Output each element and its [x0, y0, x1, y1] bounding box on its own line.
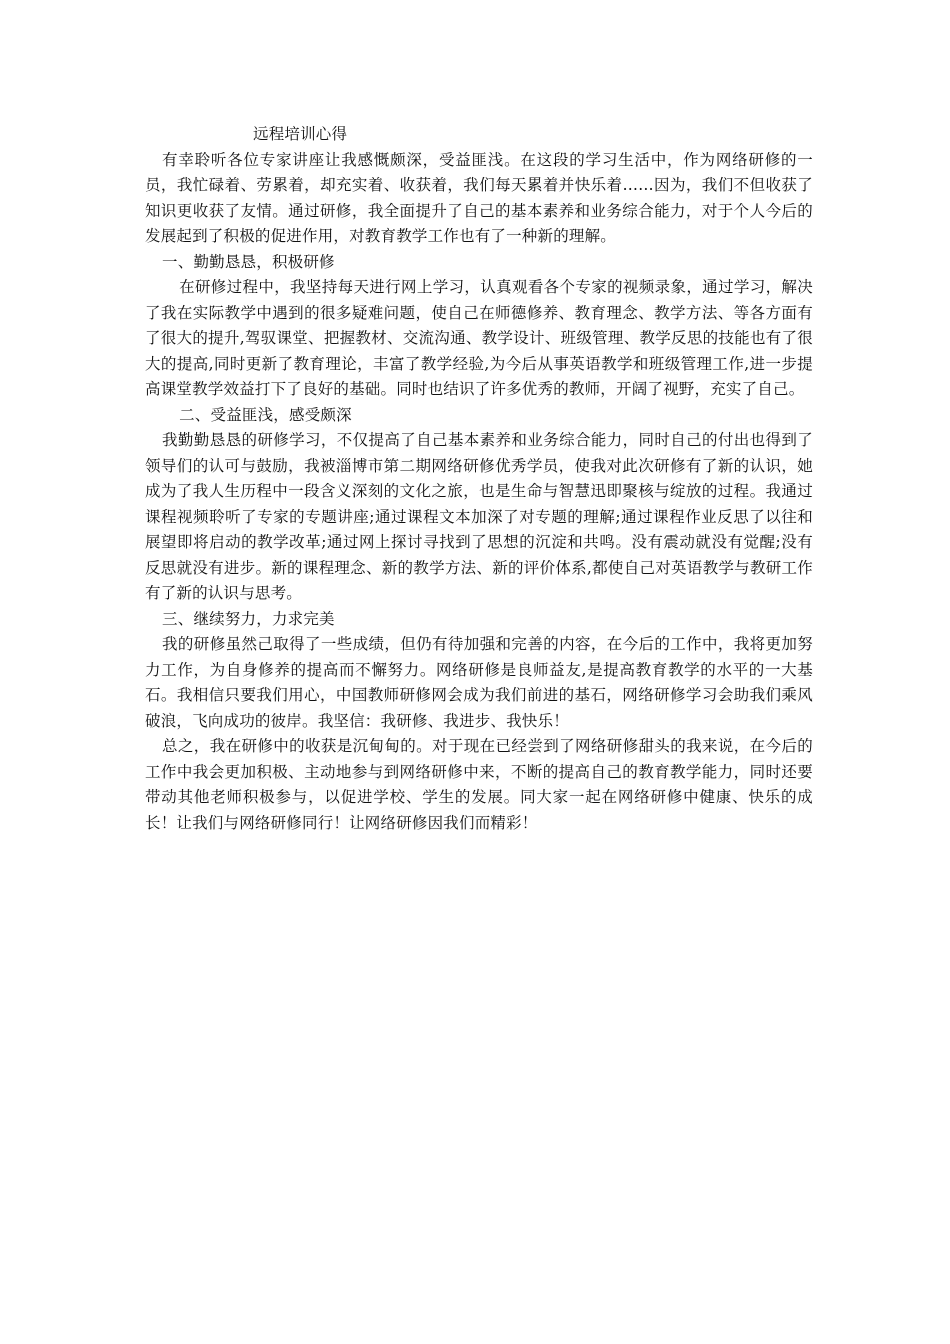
section-heading-2: 二、受益匪浅，感受颇深: [179, 405, 352, 424]
section-heading-3: 三、继续努力，力求完美: [162, 609, 335, 628]
intro-paragraph: 有幸聆听各位专家讲座让我感慨颇深，受益匪浅。在这段的学习生活中，作为网络研修的一员，我忙碌着、劳累着，却充实着、收获着，我们每天累着并快乐着……因为，我们不但收获了知识更收获了友情。通过研修，我全面提升了自己的基本素养和业务综合能力，对于个人今后的发展起到了积极的促进作用，对教育教学工作也有了一种新的理解。: [145, 150, 813, 245]
section-body-3: 我的研修虽然己取得了一些成绩，但仍有待加强和完善的内容，在今后的工作中，我将更加努力工作，为自身修养的提高而不懈努力。网络研修是良师益友,是提高教育教学的水平的一大基石。我相信只要我们用心，中国教师研修网会成为我们前进的基石，网络研修学习会助我们乘风破浪，飞向成功的彼岸。我坚信：我研修、我进步、我快乐！: [145, 635, 813, 730]
section-body-2: 我勤勤恳恳的研修学习，不仅提高了自己基本素养和业务综合能力，同时自己的付出也得到了领导们的认可与鼓励，我被淄博市第二期网络研修优秀学员，使我对此次研修有了新的认识，她成为了我人生历程中一段含义深刻的文化之旅，也是生命与智慧迅即聚核与绽放的过程。我通过课程视频聆听了专家的专题讲座;通过课程文本加深了对专题的理解;通过课程作业反思了以往和展望即将启动的教学改革;通过网上探讨寻找到了思想的沉淀和共鸣。没有震动就没有觉醒;没有反思就没有进步。新的课程理念、新的教学方法、新的评价体系,都使自己对英语教学与教研工作有了新的认识与思考。: [145, 431, 813, 602]
conclusion-paragraph: 总之，我在研修中的收获是沉甸甸的。对于现在已经尝到了网络研修甜头的我来说，在今后的工作中我会更加积极、主动地参与到网络研修中来，不断的提高自己的教育教学能力，同时还要带动其他老师积极参与，以促进学校、学生的发展。同大家一起在网络研修中健康、快乐的成长！让我们与网络研修同行！让网络研修因我们而精彩！: [145, 737, 813, 832]
document-body: [145, 122, 813, 836]
document-title: 远程培训心得: [253, 125, 348, 143]
section-body-1: 在研修过程中，我坚持每天进行网上学习，认真观看各个专家的视频录象，通过学习，解决了我在实际教学中遇到的很多疑难问题，使自己在师德修养、教育理念、教学方法、等各方面有了很大的提升,驾驭课堂、把握教材、交流沟通、教学设计、班级管理、教学反思的技能也有了很大的提高,同时更新了教育理论，丰富了教学经验,为今后从事英语教学和班级管理工作,进一步提高课堂教学效益打下了良好的基础。同时也结识了许多优秀的教师，开阔了视野，充实了自己。: [145, 278, 813, 398]
section-heading-1: 一、勤勤恳恳，积极研修: [162, 252, 335, 271]
